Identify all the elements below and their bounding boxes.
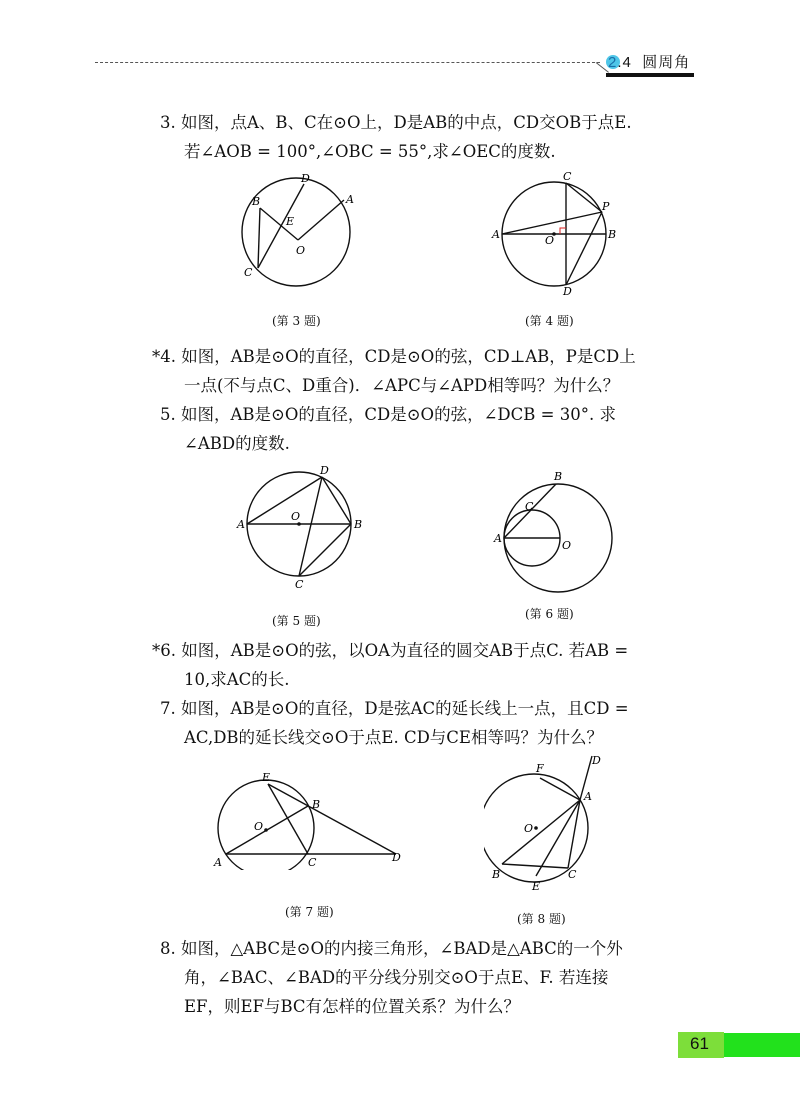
fig4-right-angle bbox=[560, 228, 566, 234]
section-title: 圆周角 bbox=[642, 54, 691, 71]
fig5-line-bc bbox=[299, 524, 351, 576]
question-3-line-1: 3. 如图，点A、B、C在⊙O上，D是AB的中点，CD交OB于点E. bbox=[160, 113, 632, 132]
question-6-line-1: *6. 如图，AB是⊙O的弦，以OA为直径的圆交AB于点C. 若AB = bbox=[152, 641, 629, 660]
caption-fig3: (第 3 题) bbox=[272, 314, 321, 328]
fig5-line-db bbox=[322, 477, 351, 524]
question-7-line-1: 7. 如图，AB是⊙O的直径，D是弦AC的延长线上一点，且CD = bbox=[160, 699, 629, 718]
section-dot: .4 bbox=[617, 54, 632, 71]
fig8-label-a: A bbox=[584, 790, 592, 803]
fig5-label-a: A bbox=[237, 518, 245, 531]
fig8-center-dot bbox=[534, 826, 538, 830]
fig4-label-a: A bbox=[492, 228, 500, 241]
question-8-line-3: EF，则EF与BC有怎样的位置关系？为什么？ bbox=[184, 997, 521, 1016]
fig8-line-bc bbox=[502, 864, 568, 868]
figure-7 bbox=[208, 770, 408, 870]
question-7 bbox=[160, 694, 700, 752]
fig8-label-o: O bbox=[524, 822, 534, 835]
caption-fig6: (第 6 题) bbox=[525, 607, 574, 621]
fig3-label-a: A bbox=[346, 193, 354, 206]
fig8-line-ab bbox=[502, 800, 580, 864]
fig8-label-e: E bbox=[532, 880, 541, 893]
fig3-label-o: O bbox=[296, 244, 306, 257]
fig3-label-b: B bbox=[252, 195, 261, 208]
fig7-label-c: C bbox=[308, 856, 317, 869]
fig6-label-c: C bbox=[525, 500, 534, 513]
fig3-label-c: C bbox=[244, 266, 253, 279]
fig4-label-p: P bbox=[602, 200, 610, 213]
fig3-line-bc bbox=[258, 208, 260, 268]
fig8-label-c: C bbox=[568, 868, 577, 881]
fig4-line-ap bbox=[502, 212, 602, 234]
question-8 bbox=[160, 934, 700, 1021]
fig7-label-a: A bbox=[214, 856, 222, 869]
fig3-label-d: D bbox=[301, 172, 310, 185]
caption-fig8: (第 8 题) bbox=[517, 912, 566, 926]
question-4-line-2: 一点(不与点C、D重合)．∠APC与∠APD相等吗？为什么？ bbox=[184, 376, 620, 395]
fig7-label-e: E bbox=[262, 771, 271, 784]
question-8-line-1: 8. 如图，△ABC是⊙O的内接三角形，∠BAD是△ABC的一个外 bbox=[160, 939, 623, 958]
question-3-line-2: 若∠AOB = 100°,∠OBC = 55°,求∠OEC的度数. bbox=[184, 142, 556, 161]
fig8-label-b: B bbox=[492, 868, 501, 881]
fig4-label-d: D bbox=[563, 285, 572, 298]
fig5-label-o: O bbox=[291, 510, 301, 523]
question-5-line-1: 5. 如图，AB是⊙O的直径，CD是⊙O的弦，∠DCB = 30°. 求 bbox=[160, 405, 616, 424]
question-5-line-2: ∠ABD的度数. bbox=[184, 434, 290, 453]
caption-fig4: (第 4 题) bbox=[525, 314, 574, 328]
page-number: 61 bbox=[690, 1034, 709, 1053]
fig8-label-d: D bbox=[592, 754, 601, 767]
question-4 bbox=[152, 342, 700, 400]
page-number-bar bbox=[724, 1033, 800, 1057]
fig8-label-f: F bbox=[536, 762, 544, 775]
caption-fig5: (第 5 题) bbox=[272, 614, 321, 628]
fig7-label-b: B bbox=[312, 798, 321, 811]
question-4-line-1: *4. 如图，AB是⊙O的直径，CD是⊙O的弦，CD⊥AB，P是CD上 bbox=[152, 347, 636, 366]
fig3-label-e: E bbox=[286, 215, 295, 228]
header-underline bbox=[606, 73, 694, 77]
fig5-line-ad bbox=[247, 477, 322, 524]
question-6 bbox=[152, 636, 700, 694]
header-dashed-line bbox=[95, 62, 600, 63]
figure-4 bbox=[488, 168, 628, 298]
fig3-line-oa bbox=[298, 200, 344, 240]
question-5 bbox=[160, 400, 700, 458]
question-6-line-2: 10,求AC的长. bbox=[184, 670, 290, 689]
fig4-label-b: B bbox=[608, 228, 617, 241]
fig6-label-b: B bbox=[554, 470, 563, 483]
fig7-label-o: O bbox=[254, 820, 264, 833]
fig6-label-a: A bbox=[494, 532, 502, 545]
section-header bbox=[608, 51, 690, 72]
section-number: 2 bbox=[608, 54, 618, 71]
question-3 bbox=[160, 108, 700, 166]
fig7-circle bbox=[218, 780, 314, 870]
fig4-line-dp bbox=[566, 212, 602, 285]
question-8-line-2: 角，∠BAC、∠BAD的平分线分别交⊙O于点E、F. 若连接 bbox=[184, 968, 609, 987]
fig6-label-o: O bbox=[562, 539, 572, 552]
figure-3 bbox=[236, 170, 366, 300]
fig5-line-dc bbox=[299, 477, 322, 576]
caption-fig7: (第 7 题) bbox=[285, 905, 334, 919]
figure-6 bbox=[492, 468, 622, 598]
fig5-label-d: D bbox=[320, 464, 329, 477]
fig7-center-dot bbox=[264, 828, 268, 832]
question-7-line-2: AC,DB的延长线交⊙O于点E. CD与CE相等吗？为什么？ bbox=[184, 728, 603, 747]
fig5-label-b: B bbox=[354, 518, 363, 531]
figure-8 bbox=[484, 752, 610, 894]
fig4-label-o: O bbox=[545, 234, 555, 247]
fig7-label-d: D bbox=[392, 851, 401, 864]
fig5-label-c: C bbox=[295, 578, 304, 591]
fig4-label-c: C bbox=[563, 170, 572, 183]
figure-5 bbox=[232, 462, 372, 592]
fig4-line-cp bbox=[566, 183, 602, 212]
